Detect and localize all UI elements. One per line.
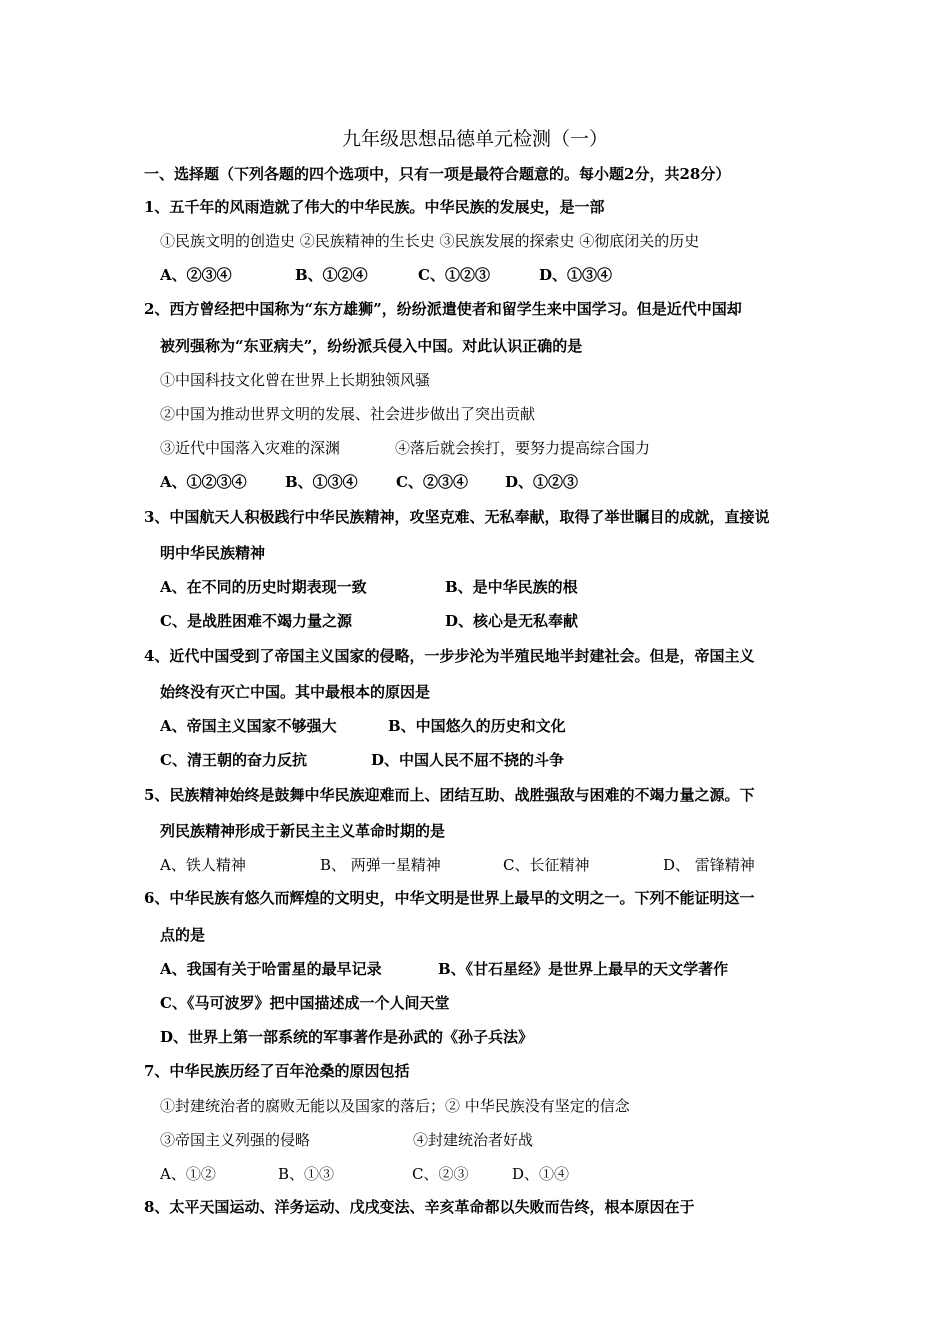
question-7-item-1-2: ①封建统治者的腐败无能以及国家的落后；② 中华民族没有坚定的信念 xyxy=(160,1097,630,1115)
question-2-item-1: ①中国科技文化曾在世界上长期独领风骚 xyxy=(160,371,431,389)
question-1-option-b: B、①②④ xyxy=(295,266,368,284)
question-4-stem-line-1: 4、近代中国受到了帝国主义国家的侵略，一步步沦为半殖民地半封建社会。但是，帝国主义 xyxy=(144,647,755,665)
question-4-option-d: D、中国人民不屈不挠的斗争 xyxy=(371,751,565,769)
question-1-items: ①民族文明的创造史 ②民族精神的生长史 ③民族发展的探索史 ④彻底闭关的历史 xyxy=(160,232,700,250)
question-2-stem-line-2: 被列强称为“东亚病夫”，纷纷派兵侵入中国。对此认识正确的是 xyxy=(160,337,583,355)
question-3-option-c: C、是战胜困难不竭力量之源 xyxy=(160,612,352,630)
question-2-option-a: A、①②③④ xyxy=(160,473,247,491)
question-1-option-a: A、②③④ xyxy=(160,266,232,284)
question-7-item-3: ③帝国主义列强的侵略 xyxy=(160,1131,311,1149)
question-5-stem-line-2: 列民族精神形成于新民主主义革命时期的是 xyxy=(160,822,446,840)
question-6-option-b: B、《甘石星经》是世界上最早的天文学著作 xyxy=(438,960,729,978)
question-2-option-c: C、②③④ xyxy=(396,473,468,491)
question-4-option-a: A、帝国主义国家不够强大 xyxy=(160,717,337,735)
section-heading: 一、选择题（下列各题的四个选项中，只有一项是最符合题意的。每小题2分，共28分） xyxy=(144,165,731,183)
question-3-stem-line-2: 明中华民族精神 xyxy=(160,544,266,562)
question-7-option-b: B、①③ xyxy=(278,1165,335,1183)
question-7-option-c: C、②③ xyxy=(412,1165,469,1183)
question-2-item-3: ③近代中国落入灾难的深渊 xyxy=(160,439,341,457)
question-2-option-b: B、①③④ xyxy=(285,473,358,491)
question-8-stem: 8、太平天国运动、洋务运动、戊戌变法、辛亥革命都以失败而告终，根本原因在于 xyxy=(144,1198,695,1216)
question-7-stem: 7、中华民族历经了百年沧桑的原因包括 xyxy=(144,1062,410,1080)
question-5-stem-line-1: 5、民族精神始终是鼓舞中华民族迎难而上、团结互助、战胜强敌与困难的不竭力量之源。下 xyxy=(144,786,755,804)
question-1-option-d: D、①③④ xyxy=(539,266,613,284)
question-3-option-a: A、在不同的历史时期表现一致 xyxy=(160,578,367,596)
question-1-option-c: C、①②③ xyxy=(418,266,490,284)
question-4-option-c: C、清王朝的奋力反抗 xyxy=(160,751,307,769)
question-2-item-2: ②中国为推动世界文明的发展、社会进步做出了突出贡献 xyxy=(160,405,536,423)
question-6-option-d: D、世界上第一部系统的军事著作是孙武的《孙子兵法》 xyxy=(160,1028,534,1046)
question-6-option-a: A、我国有关于哈雷星的最早记录 xyxy=(160,960,382,978)
question-5-option-b: B、 两弹一星精神 xyxy=(320,856,441,874)
question-4-stem-line-2: 始终没有灭亡中国。其中最根本的原因是 xyxy=(160,683,431,701)
question-5-option-a: A、铁人精神 xyxy=(160,856,246,874)
question-3-stem-line-1: 3、中国航天人积极践行中华民族精神，攻坚克难、无私奉献，取得了举世瞩目的成就，直接说 xyxy=(144,508,770,526)
question-2-option-d: D、①②③ xyxy=(505,473,579,491)
question-6-stem-line-1: 6、中华民族有悠久而辉煌的文明史，中华文明是世界上最早的文明之一。下列不能证明这一 xyxy=(144,889,755,907)
question-3-option-b: B、是中华民族的根 xyxy=(445,578,578,596)
question-3-option-d: D、核心是无私奉献 xyxy=(445,612,579,630)
question-5-option-c: C、长征精神 xyxy=(503,856,590,874)
question-7-option-a: A、①② xyxy=(160,1165,216,1183)
question-1-stem: 1、五千年的风雨造就了伟大的中华民族。中华民族的发展史，是一部 xyxy=(144,198,605,216)
page-title: 九年级思想品德单元检测（一） xyxy=(341,128,608,150)
question-4-option-b: B、中国悠久的历史和文化 xyxy=(388,717,566,735)
question-2-stem-line-1: 2、西方曾经把中国称为“东方雄狮”，纷纷派遣使者和留学生来中国学习。但是近代中国却 xyxy=(144,300,742,318)
question-7-option-d: D、①④ xyxy=(512,1165,570,1183)
question-7-item-4: ④封建统治者好战 xyxy=(413,1131,534,1149)
question-6-stem-line-2: 点的是 xyxy=(160,926,206,944)
question-2-item-4: ④落后就会挨打，要努力提高综合国力 xyxy=(395,439,651,457)
question-5-option-d: D、 雷锋精神 xyxy=(663,856,755,874)
question-6-option-c: C、《马可波罗》把中国描述成一个人间天堂 xyxy=(160,994,450,1012)
